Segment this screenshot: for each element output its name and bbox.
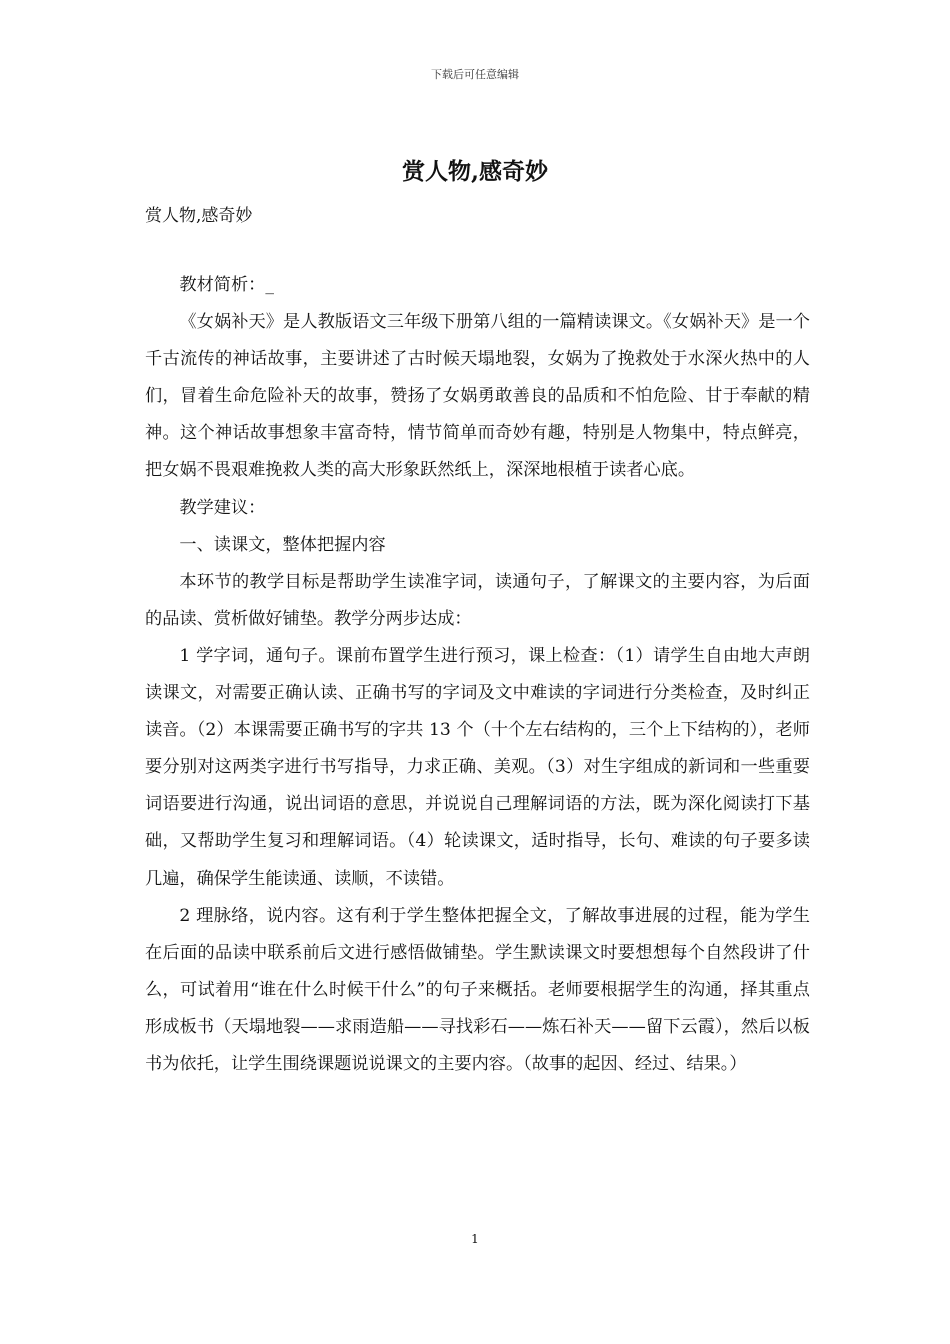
paragraph-step-one: 1 学字词，通句子。课前布置学生进行预习，课上检查：（1）请学生自由地大声朗读课文，对需要正确认读、正确书写的字词及文中难读的字词进行分类检查，及时纠正读音。（2）本课需要正确书写的字共 13 个（十个左右结构的，三个上下结构的），老师要分别对这两类字进行书写指导，力求正确、美观。（3）对生字组成的新词和一些重要词语要进行沟通，说出词语的意思，并说说自己理解词语的方法，既为深化阅读打下基础，又帮助学生复习和理解词语。（4）轮读课文，适时指导，长句、难读的句子要多读几遍，确保学生能读通、读顺，不读错。: [145, 645, 810, 889]
paragraph-section-one-goal: 本环节的教学目标是帮助学生读准字词，读通句子，了解课文的主要内容，为后面的品读、赏析做好铺垫。教学分两步达成：: [145, 571, 810, 629]
document-title: 赏人物,感奇妙: [401, 158, 548, 185]
page-header-note: 下载后可任意编辑: [431, 68, 519, 81]
paragraph-section-one-heading: 一、读课文，整体把握内容: [179, 534, 386, 555]
document-body: [145, 267, 810, 1083]
paragraph-material-analysis: 《女娲补天》是人教版语文三年级下册第八组的一篇精读课文。《女娲补天》是一个千古流传的神话故事，主要讲述了古时候天塌地裂，女娲为了挽救处于水深火热中的人们，冒着生命危险补天的故事，赞扬了女娲勇敢善良的品质和不怕危险、甘于奉献的精神。这个神话故事想象丰富奇特，情节简单而奇妙有趣，特别是人物集中，特点鲜亮，把女娲不畏艰难挽救人类的高大形象跃然纸上，深深地根植于读者心底。: [145, 312, 810, 481]
paragraph-material-analysis-heading: 教材简析：_: [179, 275, 274, 295]
paragraph-teaching-suggestions-heading: 教学建议：: [179, 497, 266, 518]
document-subtitle: 赏人物,感奇妙: [145, 206, 253, 226]
page-number: 1: [471, 1232, 479, 1246]
paragraph-step-two: 2 理脉络，说内容。这有利于学生整体把握全文，了解故事进展的过程，能为学生在后面的品读中联系前后文进行感悟做铺垫。学生默读课文时要想想每个自然段讲了什么，可试着用“谁在什么时候干什么”的句子来概括。老师要根据学生的沟通，择其重点形成板书（天塌地裂——求雨造船——寻找彩石——炼石补天——留下云霞），然后以板书为依托，让学生围绕课题说说课文的主要内容。（故事的起因、经过、结果。）: [145, 905, 810, 1074]
